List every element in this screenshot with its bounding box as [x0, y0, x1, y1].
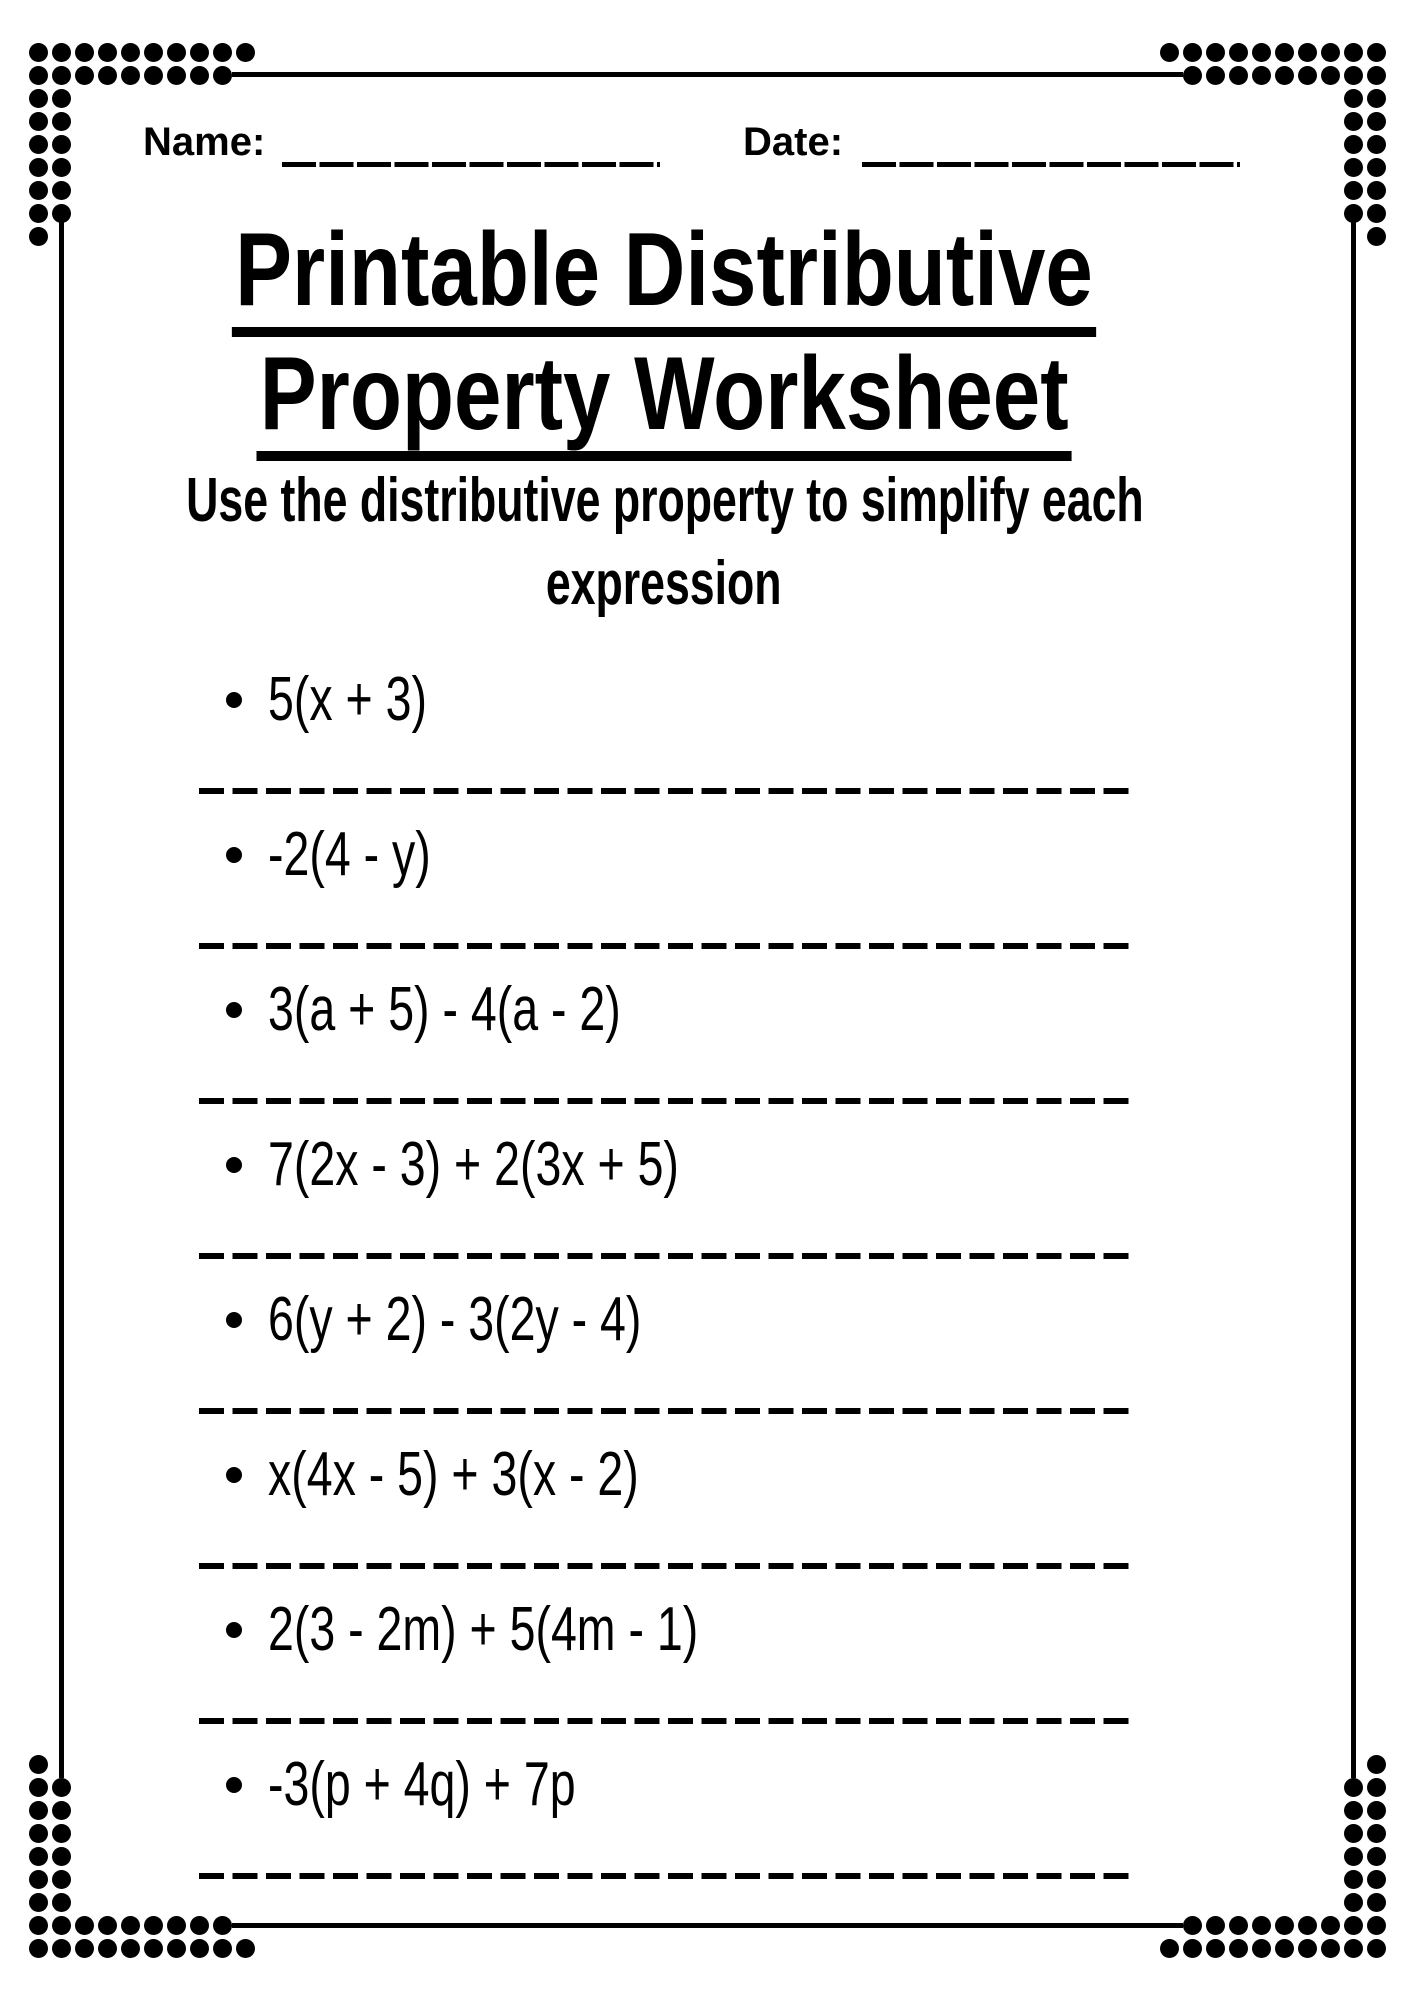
answer-line: [199, 788, 1130, 794]
border-line-top: [232, 72, 1183, 77]
instructions-text-2: expression: [546, 549, 782, 618]
date-blank-line: [862, 162, 1240, 167]
list-bullet: [226, 1777, 242, 1793]
problem-expression: 6(y + 2) - 3(2y - 4): [268, 1285, 642, 1354]
answer-line: [199, 1563, 1130, 1569]
page-title-line-1: [0, 212, 1328, 337]
instructions-line-2: [0, 549, 1328, 618]
name-blank-line: [282, 162, 660, 167]
answer-line: [199, 1408, 1130, 1414]
problem-expression: -2(4 - y): [268, 820, 431, 889]
problem-expression: x(4x - 5) + 3(x - 2): [268, 1440, 639, 1509]
answer-line: [199, 1253, 1130, 1259]
border-line-right: [1351, 222, 1356, 1778]
page-title-line-2: [0, 336, 1328, 461]
name-label: Name:: [143, 120, 266, 164]
answer-line: [199, 1718, 1130, 1724]
problem-expression: 2(3 - 2m) + 5(4m - 1): [268, 1595, 699, 1664]
list-bullet: [226, 1157, 242, 1173]
list-bullet: [226, 847, 242, 863]
problem-expression: 7(2x - 3) + 2(3x + 5): [268, 1130, 679, 1199]
problem-expression: 3(a + 5) - 4(a - 2): [268, 975, 621, 1044]
list-bullet: [226, 1312, 242, 1328]
list-bullet: [226, 1002, 242, 1018]
border-line-bottom: [232, 1923, 1183, 1928]
problem-expression: -3(p + 4q) + 7p: [268, 1750, 576, 1819]
list-bullet: [226, 1467, 242, 1483]
page-title-text-2: Property Worksheet: [256, 342, 1071, 461]
instructions-line-1: [0, 466, 1328, 535]
list-bullet: [226, 1622, 242, 1638]
date-label: Date:: [743, 120, 844, 164]
page-title-text-1: Printable Distributive: [232, 218, 1096, 337]
answer-line: [199, 1873, 1130, 1879]
list-bullet: [226, 692, 242, 708]
problem-expression: 5(x + 3): [268, 665, 427, 734]
answer-line: [199, 943, 1130, 949]
answer-line: [199, 1098, 1130, 1104]
instructions-text-1: Use the distributive property to simplify each: [186, 466, 1144, 535]
